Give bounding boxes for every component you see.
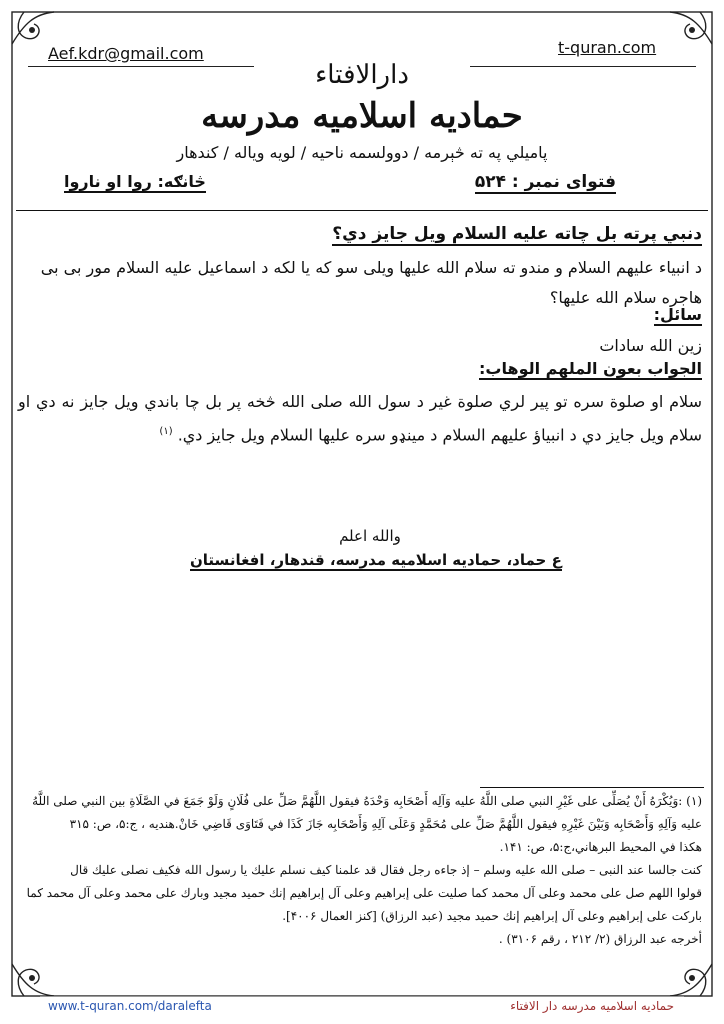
footnotes [20,790,702,951]
address-line: پامیلي په ته څېرمه / دوولسمه ناحیه / لویه ویاله / کندهار [176,143,548,162]
question-title: دنبي پرته بل چاته علیه السلام ویل جایز دي؟ [332,224,702,244]
closing-wallahu: والله اعلم [339,527,401,545]
footer-title: حمادیه اسلامیه مدرسه دار الافتاء [510,999,674,1013]
fatwa-number: فتوای نمبر : ۵۲۴ [474,172,616,192]
header-separator [16,210,708,211]
footnote-line: (۱) :وَيُكْرَهُ أَنْ يُصَلِّى على غَيْرِ النبي صلى اللَّهُ عليه وَآلِه أَصْحَابِه وَحْدَهُ فيقول اللَّهُمَّ صَلِّ على فُلَانٍ وَلَوْ جَمَعَ في الصَّلَاةِ بين النبي صلى اللَّهُ [32,794,702,808]
footnote-separator [480,787,704,788]
footnote-line: باركت على إبراهيم وعلى آل إبراهيم إنك حميد مجيد (عبد الرزاق) [كنز العمال ۴۰۰۶]. [282,909,702,923]
madrasa-name: حمادیه اسلامیه مدرسه [201,96,523,136]
asker-label: سائل: [653,305,702,324]
asker-name: زین الله سادات [599,336,702,355]
header-email[interactable]: Aef.kdr@gmail.com [48,44,204,63]
footnote-line: كنت جالسا عند النبى – صلى الله عليه وسلم – إذ جاءه رجل فقال قد علمنا كيف نسلم عليك يا رسول الله فكيف نصلى عليك قال [70,863,702,877]
footer-divider [40,996,684,997]
footer-url[interactable]: www.t-quran.com/daralefta [48,999,212,1013]
answer-body [18,387,702,450]
header-site[interactable]: t-quran.com [558,38,657,57]
institution-title: دارالافتاء [315,60,409,90]
footnote-reference: (۱) [159,426,173,437]
answer-title: الجواب بعون الملهم الوهاب: [478,359,702,378]
answer-text: سلام او صلوة سره تو پیر لري صلوة غیر د سول الله صلی الله څخه پر بل چا باندي ویل جایز نه دي او سلام ویل جایز دي د انبیاؤ علیهم السلام د مینډو سره علیها السلام ویل جایز دي. [18,392,702,445]
footnote-line: أخرجه عبد الرزاق (۲/ ۲۱۲ ، رقم ۳۱۰۶) . [498,932,702,946]
footnote-line: هكذا في المحيط البرهاني،ج:۵، ص: ۱۴۱. [499,840,702,854]
signature: ع حماد، حمادیه اسلامیه مدرسه، قندهار، افغانستان [190,551,562,569]
question-body: د انبیاء علیهم السلام و مندو ته سلام الله علیها ویلی سو که یا لکه د اسماعیل علیه السلام مور بی بی هاجره سلام الله علیها؟ [40,258,702,307]
chapter-label: څانګه: روا او ناروا [64,172,206,191]
footnote-line: قولوا اللهم صل على محمد وعلى آل محمد كما صليت على إبراهيم وعلى آل إبراهيم إنك حميد مجيد وبارك على محمد وعلى آل محمد كما [26,886,702,900]
footnote-line: عليه وَآلِهِ وَأَصْحَابِه وَبَيْنَ غَيْرِهِ فيقول اللَّهُمَّ صَلِّ على مُحَمَّدٍ وَعَلَى آلِهِ وَأَصْحَابِه جَازَ كَذَا في فَتَاوَى قَاضِي خَانْ.هنديه ، ج:۵، ص: ۳۱۵ [69,817,702,831]
